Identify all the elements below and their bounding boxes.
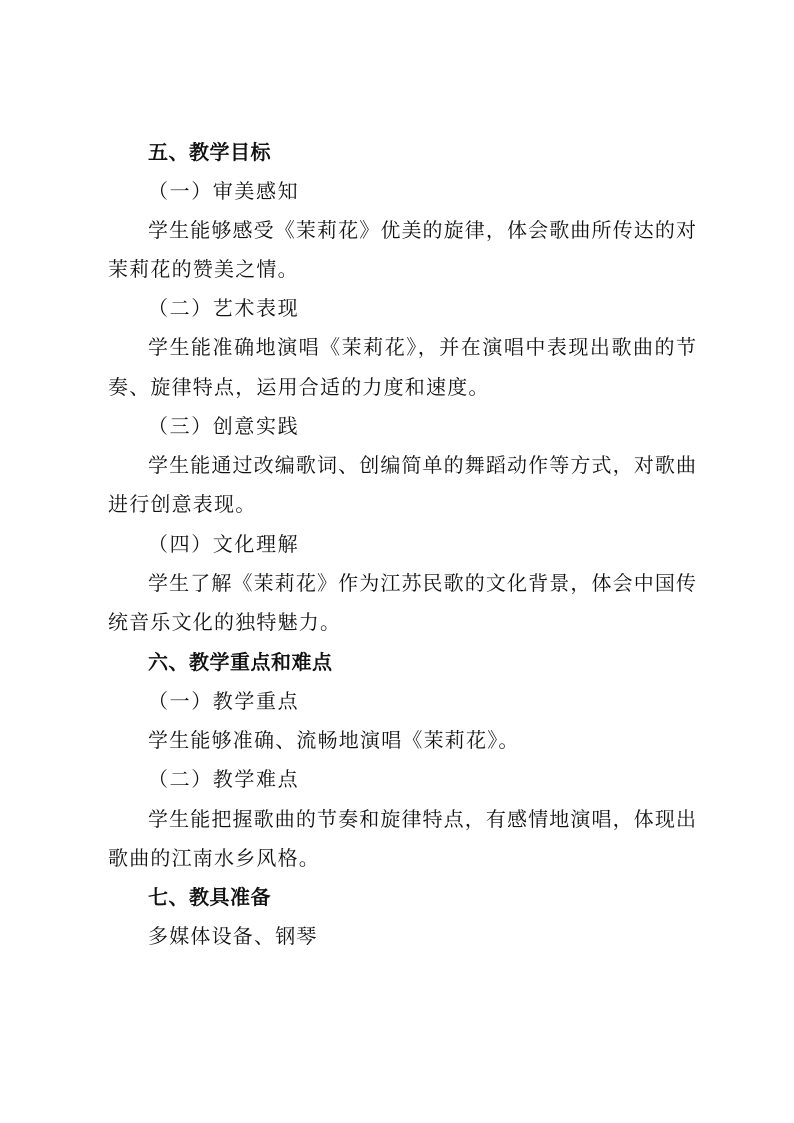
paragraph-line: 学生了解《茉莉花》作为江苏民歌的文化背景，体会中国传 [148, 571, 696, 595]
paragraph-line: 歌曲的江南水乡风格。 [108, 846, 320, 870]
section-heading-key-points: 六、教学重点和难点 [148, 650, 333, 674]
paragraph-line: 奏、旋律特点，运用合适的力度和速度。 [108, 375, 490, 399]
paragraph-line: 统音乐文化的独特魅力。 [108, 610, 342, 634]
subheading-teaching-focus: （一）教学重点 [148, 689, 300, 713]
subheading-teaching-difficulty: （二）教学难点 [148, 767, 300, 791]
subheading-aesthetic-perception: （一）审美感知 [148, 179, 300, 203]
section-heading-teaching-aids: 七、教具准备 [148, 885, 271, 909]
paragraph-line: 茉莉花的赞美之情。 [108, 257, 299, 281]
paragraph-line: 学生能通过改编歌词、创编简单的舞蹈动作等方式，对歌曲 [148, 453, 696, 477]
paragraph-line: 进行创意表现。 [108, 492, 257, 516]
subheading-artistic-expression: （二）艺术表现 [148, 296, 300, 320]
subheading-cultural-understanding: （四）文化理解 [148, 532, 300, 556]
paragraph-line: 学生能够感受《茉莉花》优美的旋律，体会歌曲所传达的对 [148, 218, 696, 242]
subheading-creative-practice: （三）创意实践 [148, 414, 300, 438]
paragraph-line: 学生能把握歌曲的节奏和旋律特点，有感情地演唱，体现出 [148, 807, 696, 831]
section-heading-objectives: 五、教学目标 [148, 140, 271, 164]
paragraph-line: 学生能准确地演唱《茉莉花》，并在演唱中表现出歌曲的节 [148, 335, 696, 359]
paragraph-line: 学生能够准确、流畅地演唱《茉莉花》。 [148, 728, 520, 752]
paragraph-line: 多媒体设备、钢琴 [148, 924, 318, 948]
